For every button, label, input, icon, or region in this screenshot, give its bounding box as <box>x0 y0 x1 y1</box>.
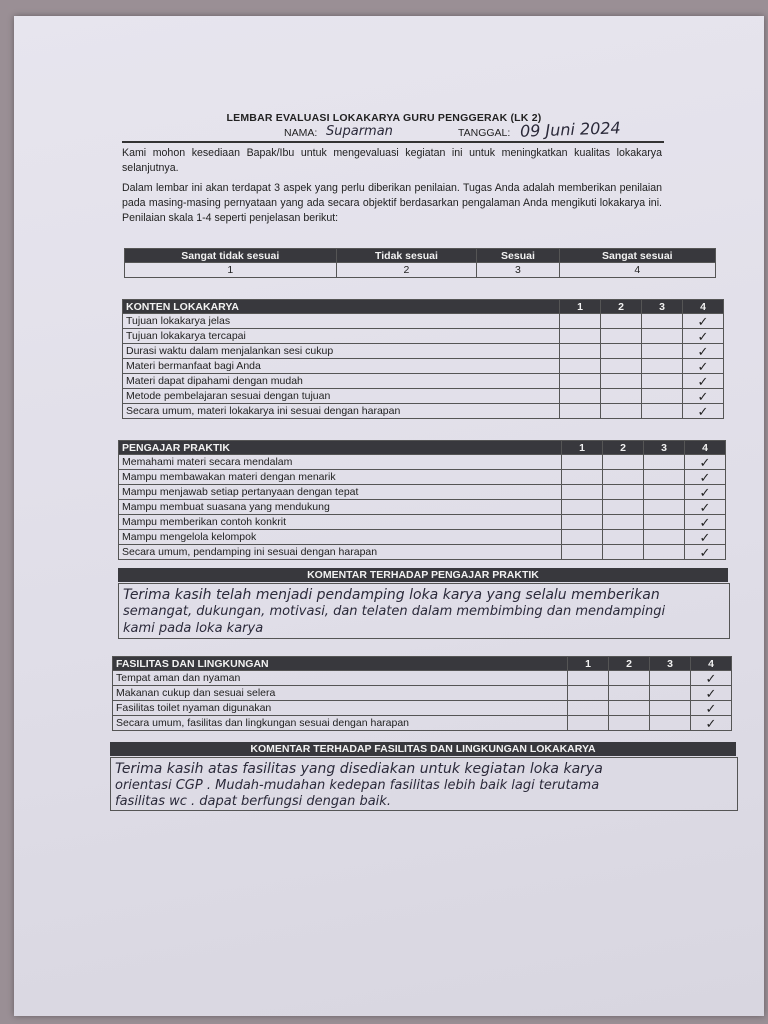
table-row <box>123 329 724 344</box>
check-mark-icon[interactable]: ✓ <box>683 389 724 404</box>
rating-cell-2[interactable] <box>601 329 642 344</box>
col-header-1: 1 <box>562 441 603 455</box>
rating-cell-2[interactable] <box>603 515 644 530</box>
check-mark-icon[interactable]: ✓ <box>685 545 726 560</box>
rating-cell-1[interactable] <box>560 389 601 404</box>
intro-paragraph-1: Kami mohon kesediaan Bapak/Ibu untuk mengevaluasi kegiatan ini untuk meningkatkan kualitas lokakarya selanjutnya. <box>122 147 662 174</box>
check-mark-icon[interactable]: ✓ <box>691 671 732 686</box>
konten-item: Tujuan lokakarya tercapai <box>123 329 560 344</box>
fasilitas-comment-box[interactable] <box>110 757 738 811</box>
konten-item: Tujuan lokakarya jelas <box>123 314 560 329</box>
fasilitas-item: Makanan cukup dan sesuai selera <box>113 686 568 701</box>
table-row <box>123 389 724 404</box>
rating-cell-3[interactable] <box>644 500 685 515</box>
scale-value-1: 1 <box>125 263 337 278</box>
check-mark-icon[interactable]: ✓ <box>691 716 732 731</box>
rating-cell-2[interactable] <box>603 455 644 470</box>
rating-cell-3[interactable] <box>642 389 683 404</box>
konten-item: Secara umum, materi lokakarya ini sesuai dengan harapan <box>123 404 560 419</box>
scale-label-1: Sangat tidak sesuai <box>125 249 337 263</box>
rating-cell-3[interactable] <box>650 671 691 686</box>
pengajar-item: Mampu memberikan contoh konkrit <box>119 515 562 530</box>
rating-cell-1[interactable] <box>562 485 603 500</box>
rating-cell-2[interactable] <box>603 500 644 515</box>
rating-cell-3[interactable] <box>642 404 683 419</box>
check-mark-icon[interactable]: ✓ <box>685 470 726 485</box>
fasilitas-item: Fasilitas toilet nyaman digunakan <box>113 701 568 716</box>
pengajar-comment-box[interactable] <box>118 583 730 639</box>
rating-cell-2[interactable] <box>601 404 642 419</box>
table-row <box>119 455 726 470</box>
table-row <box>113 686 732 701</box>
col-header-4: 4 <box>691 657 732 671</box>
scale-value-4: 4 <box>559 263 715 278</box>
rating-cell-1[interactable] <box>560 404 601 419</box>
rating-cell-1[interactable] <box>568 671 609 686</box>
table-row <box>119 530 726 545</box>
col-header-3: 3 <box>650 657 691 671</box>
table-row <box>123 374 724 389</box>
rating-cell-1[interactable] <box>562 530 603 545</box>
pengajar-comment-line: Terima kasih telah menjadi pendamping loka karya yang selalu memberikan <box>123 587 660 603</box>
rating-cell-3[interactable] <box>642 344 683 359</box>
rating-cell-3[interactable] <box>642 314 683 329</box>
col-header-3: 3 <box>642 300 683 314</box>
rating-cell-1[interactable] <box>560 344 601 359</box>
nama-value[interactable]: Suparman <box>326 124 393 139</box>
rating-cell-3[interactable] <box>644 455 685 470</box>
col-header-4: 4 <box>683 300 724 314</box>
rating-cell-1[interactable] <box>562 515 603 530</box>
rating-cell-3[interactable] <box>650 716 691 731</box>
document-title: LEMBAR EVALUASI LOKAKARYA GURU PENGGERAK (LK 2) <box>226 112 542 124</box>
pengajar-table <box>118 440 726 560</box>
table-row <box>123 404 724 419</box>
rating-cell-2[interactable] <box>609 686 650 701</box>
table-row <box>119 485 726 500</box>
rating-cell-2[interactable] <box>609 701 650 716</box>
table-row <box>119 500 726 515</box>
konten-table <box>122 299 724 419</box>
table-row <box>123 314 724 329</box>
pengajar-comment-line: semangat, dukungan, motivasi, dan telaten dalam membimbing dan mendampingi <box>123 604 666 619</box>
rating-cell-2[interactable] <box>609 671 650 686</box>
rating-cell-3[interactable] <box>650 686 691 701</box>
nama-label: NAMA: <box>284 127 318 139</box>
table-row <box>119 470 726 485</box>
table-row <box>113 701 732 716</box>
rating-cell-1[interactable] <box>568 701 609 716</box>
konten-item: Metode pembelajaran sesuai dengan tujuan <box>123 389 560 404</box>
col-header-2: 2 <box>603 441 644 455</box>
intro-paragraph-2: Dalam lembar ini akan terdapat 3 aspek yang perlu diberikan penilaian. Tugas Anda adalah memberikan penilaian pada masing-masing pernyataan yang ada secara objektif berdasarkan pengalaman Anda mengikuti lokakarya ini. Penilaian skala 1-4 seperti penjelasan berikut: <box>122 182 662 224</box>
rating-cell-2[interactable] <box>601 314 642 329</box>
pengajar-item: Mampu membuat suasana yang mendukung <box>119 500 562 515</box>
fasilitas-item: Secara umum, fasilitas dan lingkungan sesuai dengan harapan <box>113 716 568 731</box>
rating-cell-3[interactable] <box>644 530 685 545</box>
col-header-1: 1 <box>560 300 601 314</box>
fasilitas-section-title: FASILITAS DAN LINGKUNGAN <box>113 657 568 671</box>
check-mark-icon[interactable]: ✓ <box>683 359 724 374</box>
pengajar-comment-line: kami pada loka karya <box>123 621 264 636</box>
check-mark-icon[interactable]: ✓ <box>683 344 724 359</box>
check-mark-icon[interactable]: ✓ <box>691 686 732 701</box>
check-mark-icon[interactable]: ✓ <box>685 530 726 545</box>
rating-cell-3[interactable] <box>650 701 691 716</box>
scale-table <box>124 248 716 278</box>
check-mark-icon[interactable]: ✓ <box>691 701 732 716</box>
fasilitas-comment-line: Terima kasih atas fasilitas yang disediakan untuk kegiatan loka karya <box>115 761 603 777</box>
fasilitas-comment-line: orientasi CGP . Mudah-mudahan kedepan fasilitas lebih baik lagi terutama <box>115 778 600 793</box>
scale-label-2: Tidak sesuai <box>336 249 477 263</box>
table-row <box>113 716 732 731</box>
rating-cell-2[interactable] <box>603 530 644 545</box>
pengajar-item: Mampu menjawab setiap pertanyaan dengan tepat <box>119 485 562 500</box>
fasilitas-item: Tempat aman dan nyaman <box>113 671 568 686</box>
rating-cell-1[interactable] <box>562 545 603 560</box>
pengajar-item: Mampu membawakan materi dengan menarik <box>119 470 562 485</box>
col-header-2: 2 <box>601 300 642 314</box>
rating-cell-2[interactable] <box>603 470 644 485</box>
rating-cell-1[interactable] <box>562 455 603 470</box>
pengajar-item: Mampu mengelola kelompok <box>119 530 562 545</box>
konten-item: Durasi waktu dalam menjalankan sesi cukup <box>123 344 560 359</box>
scale-label-4: Sangat sesuai <box>559 249 715 263</box>
check-mark-icon[interactable]: ✓ <box>685 485 726 500</box>
rating-cell-1[interactable] <box>560 374 601 389</box>
rating-cell-3[interactable] <box>642 374 683 389</box>
check-mark-icon[interactable]: ✓ <box>685 500 726 515</box>
scale-value-2: 2 <box>336 263 477 278</box>
header-rule <box>122 141 664 143</box>
rating-cell-2[interactable] <box>601 344 642 359</box>
table-row <box>119 515 726 530</box>
rating-cell-3[interactable] <box>642 329 683 344</box>
pengajar-item: Memahami materi secara mendalam <box>119 455 562 470</box>
scale-value-3: 3 <box>477 263 559 278</box>
col-header-3: 3 <box>644 441 685 455</box>
tanggal-label: TANGGAL: <box>458 127 511 139</box>
rating-cell-1[interactable] <box>560 329 601 344</box>
table-row <box>123 344 724 359</box>
check-mark-icon[interactable]: ✓ <box>683 374 724 389</box>
rating-cell-1[interactable] <box>562 470 603 485</box>
rating-cell-2[interactable] <box>609 716 650 731</box>
rating-cell-1[interactable] <box>568 686 609 701</box>
rating-cell-3[interactable] <box>644 515 685 530</box>
rating-cell-1[interactable] <box>560 359 601 374</box>
col-header-2: 2 <box>609 657 650 671</box>
rating-cell-1[interactable] <box>562 500 603 515</box>
pengajar-section-title: PENGAJAR PRAKTIK <box>119 441 562 455</box>
col-header-4: 4 <box>685 441 726 455</box>
check-mark-icon[interactable]: ✓ <box>683 404 724 419</box>
tanggal-value[interactable]: 09 Juni 2024 <box>519 118 622 141</box>
rating-cell-2[interactable] <box>603 545 644 560</box>
rating-cell-1[interactable] <box>560 314 601 329</box>
scale-label-3: Sesuai <box>477 249 559 263</box>
rating-cell-2[interactable] <box>601 389 642 404</box>
rating-cell-3[interactable] <box>644 485 685 500</box>
fasilitas-table <box>112 656 732 731</box>
pengajar-comment-title: KOMENTAR TERHADAP PENGAJAR PRAKTIK <box>118 568 728 582</box>
check-mark-icon[interactable]: ✓ <box>683 329 724 344</box>
rating-cell-3[interactable] <box>644 545 685 560</box>
konten-section-title: KONTEN LOKAKARYA <box>123 300 560 314</box>
fasilitas-comment-title: KOMENTAR TERHADAP FASILITAS DAN LINGKUNGAN LOKAKARYA <box>110 742 736 756</box>
check-mark-icon[interactable]: ✓ <box>685 515 726 530</box>
rating-cell-3[interactable] <box>642 359 683 374</box>
check-mark-icon[interactable]: ✓ <box>685 455 726 470</box>
check-mark-icon[interactable]: ✓ <box>683 314 724 329</box>
fasilitas-comment-line: fasilitas wc . dapat berfungsi dengan baik. <box>115 794 391 809</box>
konten-item: Materi bermanfaat bagi Anda <box>123 359 560 374</box>
rating-cell-2[interactable] <box>601 359 642 374</box>
pengajar-item: Secara umum, pendamping ini sesuai dengan harapan <box>119 545 562 560</box>
rating-cell-2[interactable] <box>603 485 644 500</box>
rating-cell-3[interactable] <box>644 470 685 485</box>
col-header-1: 1 <box>568 657 609 671</box>
table-row <box>113 671 732 686</box>
rating-cell-1[interactable] <box>568 716 609 731</box>
table-row <box>123 359 724 374</box>
konten-item: Materi dapat dipahami dengan mudah <box>123 374 560 389</box>
rating-cell-2[interactable] <box>601 374 642 389</box>
table-row <box>119 545 726 560</box>
